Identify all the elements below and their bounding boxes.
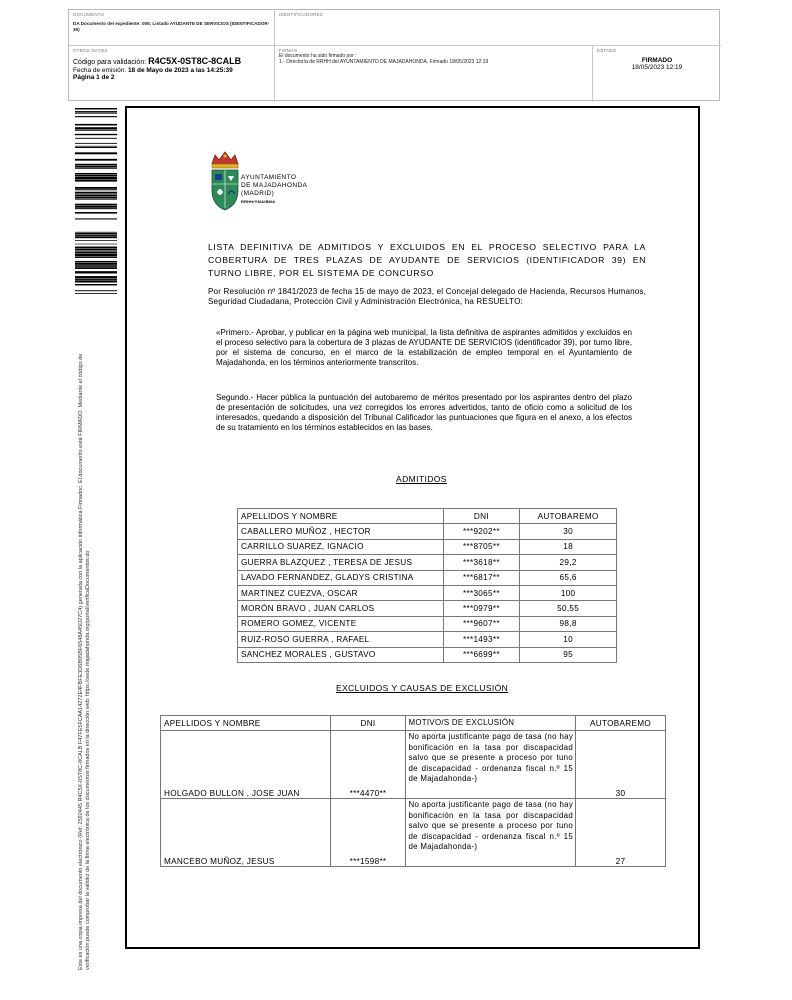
excluido-motivo: No aporta justificante pago de tasa (no hay bonificación en la tasa por discapacidad salvo que se presente a proceso por tuno de discapacidad - ordenanza fiscal n.º 15 de Majadahonda-)	[406, 799, 576, 867]
admitido-dni: ***1493**	[443, 632, 520, 647]
admitido-dni: ***3065**	[443, 585, 520, 600]
logo-line-1: AYUNTAMIENTO	[241, 174, 297, 181]
firmas-cell	[275, 46, 593, 102]
admitido-name: RUIZ-ROSO GUERRA , RAFAEL	[238, 632, 444, 647]
admitido-dni: ***3618**	[443, 555, 520, 570]
table-row	[161, 731, 666, 799]
coat-of-arms-icon	[208, 150, 242, 214]
side-text-line-1: Este es una copia impresa del documento electrónico (Ref: 2592445 R4C5X-0ST8C-8CALB F47FE5FCAA14272E4FBFE3D6B95BF6548A45D27C4) generada con la aplicación informática Firmadoc. El documento está FIRMADO. Mediante el código de	[78, 353, 84, 970]
barcode-icon	[75, 108, 117, 294]
firmas-line-2: 1.- Director/a de RRHH del AYUNTAMIENTO DE MAJADAHONDA. Firmado 18/05/2023 12:19	[279, 59, 489, 65]
validation-code-line	[73, 56, 270, 66]
admitidos-col-name: APELLIDOS Y NOMBRE	[238, 509, 444, 524]
document-metadata-header	[68, 9, 720, 101]
table-row	[238, 585, 617, 600]
documento-label: DOCUMENTO	[73, 12, 105, 17]
admitido-name: CABALLERO MUÑOZ , HECTOR	[238, 524, 444, 539]
admitidos-col-score: AUTOBAREMO	[520, 509, 617, 524]
documento-cell	[69, 10, 275, 46]
admitido-score: 18	[520, 539, 617, 554]
admitido-name: LAVADO FERNANDEZ, GLADYS CRISTINA	[238, 570, 444, 585]
admitido-dni: ***0979**	[443, 601, 520, 616]
logo-line-2: DE MAJADAHONDA	[241, 182, 308, 189]
admitido-score: 30	[520, 524, 617, 539]
emission-date-line	[73, 67, 270, 74]
otros-datos-cell	[69, 46, 275, 102]
excluido-score: 30	[576, 731, 666, 799]
identificadores-label: IDENTIFICADORES	[279, 12, 324, 17]
otros-datos-label: OTROS DATOS	[73, 48, 108, 53]
admitidos-heading: ADMITIDOS	[396, 474, 447, 484]
table-row	[238, 647, 617, 662]
excluidos-heading: EXCLUIDOS Y CAUSAS DE EXCLUSIÓN	[336, 683, 509, 693]
admitido-dni: ***6817**	[443, 570, 520, 585]
excluidos-table	[160, 715, 666, 867]
emission-date: 18 de Mayo de 2023 a las 14:25:39	[127, 67, 233, 74]
admitido-dni: ***9607**	[443, 616, 520, 631]
table-row	[161, 799, 666, 867]
admitido-name: SANCHEZ MORALES , GUSTAVO	[238, 647, 444, 662]
admitido-score: 98,8	[520, 616, 617, 631]
municipality-logo-text	[241, 174, 307, 206]
excluidos-col-name: APELLIDOS Y NOMBRE	[161, 716, 331, 731]
admitido-name: MORÓN BRAVO , JUAN CARLOS	[238, 601, 444, 616]
intro-paragraph: Por Resolución nº 1841/2023 de fecha 15 de mayo de 2023, el Concejal delegado de Hacienda, Recursos Humanos, Seguridad Ciudadana, Protección Civil y Administración Electrónica, ha RESUELTO:	[208, 287, 646, 306]
admitido-score: 95	[520, 647, 617, 662]
documento-value: DA Documento del expediente: 006; Listado AYUDANTE DE SERVICIOS (IDENTIFICADOR-39)	[73, 21, 270, 32]
excluido-score: 27	[576, 799, 666, 867]
table-row	[238, 570, 617, 585]
excluidos-header-row	[161, 716, 666, 731]
segundo-paragraph: Segundo.- Hacer pública la puntuación del autobaremo de méritos presentado por los aspirantes dentro del plazo de presentación de solicitudes, una vez corregidos los errores advertidos, tanto de oficio como a solicitud de los interesados, quedando a disposición del Tribunal Calificador las puntuaciones que figura en el anexo, a los efectos de su tratamiento en los términos establecidos en las bases.	[216, 393, 632, 432]
identificadores-cell	[275, 10, 721, 46]
logo-line-3: (MADRID)	[241, 190, 275, 197]
admitido-score: 65,6	[520, 570, 617, 585]
primero-paragraph: «Primero.- Aprobar, y publicar en la página web municipal, la lista definitiva de aspirantes admitidos y excluidos en el proceso selectivo para la cobertura de 3 plazas de AYUDANTE DE SERVICIOS (identificador 39), por turno libre, por el sistema de concurso, en el marco de la estabilización de empleo temporal en el Ayuntamiento de Majadahonda, en los términos anteriormente transcritos.	[216, 328, 632, 367]
validation-code-prefix: Código para validación:	[73, 59, 147, 66]
logo-line-4: RRHH/YMA/BMA	[241, 199, 276, 204]
page-number: Página 1 de 2	[73, 74, 115, 81]
excluido-name: HOLGADO BULLON , JOSE JUAN	[161, 731, 331, 799]
excluido-dni: ***1598**	[330, 799, 406, 867]
estado-cell	[593, 46, 721, 102]
table-row	[238, 524, 617, 539]
admitido-dni: ***9202**	[443, 524, 520, 539]
admitido-score: 29,2	[520, 555, 617, 570]
admitido-name: CARRILLO SUAREZ, IGNACIO	[238, 539, 444, 554]
table-row	[238, 539, 617, 554]
admitido-name: MARTINEZ CUEZVA, OSCAR	[238, 585, 444, 600]
excluido-motivo: No aporta justificante pago de tasa (no hay bonificación en la tasa por discapacidad salvo que se presente a proceso por tuno de discapacidad - ordenanza fiscal n.º 15 de Majadahonda-)	[406, 731, 576, 799]
firmas-line-1: El documento ha sido firmado por :	[279, 53, 357, 59]
validation-code[interactable]: R4C5X-0ST8C-8CALB	[148, 56, 242, 66]
firmas-label: FIRMAS	[279, 48, 298, 53]
excluidos-col-score: AUTOBAREMO	[576, 716, 666, 731]
admitido-dni: ***8705**	[443, 539, 520, 554]
table-row	[238, 601, 617, 616]
estado-label: ESTADO	[597, 48, 617, 53]
admitido-name: ROMERO GOMEZ, VICENTE	[238, 616, 444, 631]
admitidos-header-row	[238, 509, 617, 524]
side-text-line-2: verificación puede comprobar la validez de la firma electrónica de los documentos firmados en la dirección web: https://sede.majadahonda.org/portal/verificaDocumentos.do	[85, 550, 91, 970]
admitido-score: 50,55	[520, 601, 617, 616]
admitido-name: GUERRA BLAZQUEZ , TERESA DE JESUS	[238, 555, 444, 570]
admitido-score: 10	[520, 632, 617, 647]
admitido-dni: ***6699**	[443, 647, 520, 662]
table-row	[238, 632, 617, 647]
side-verification-text	[78, 300, 92, 970]
excluidos-col-motivo: MOTIVO/S DE EXCLUSIÓN	[406, 716, 576, 731]
excluido-dni: ***4470**	[330, 731, 406, 799]
table-row	[238, 555, 617, 570]
document-title: LISTA DEFINITIVA DE ADMITIDOS Y EXCLUIDOS EN EL PROCESO SELECTIVO PARA LA COBERTURA DE TRES PLAZAS DE AYUDANTE DE SERVICIOS (IDENTIFICADOR 39) EN TURNO LIBRE, POR EL SISTEMA DE CONCURSO	[208, 242, 646, 278]
table-row	[238, 616, 617, 631]
admitidos-col-dni: DNI	[443, 509, 520, 524]
estado-value: FIRMADO	[641, 57, 673, 64]
admitidos-table	[237, 508, 617, 663]
admitido-score: 100	[520, 585, 617, 600]
excluido-name: MANCEBO MUÑOZ, JESUS	[161, 799, 331, 867]
estado-date: 18/05/2023 12:19	[631, 64, 683, 71]
emission-date-prefix: Fecha de emisión:	[73, 67, 127, 74]
excluidos-col-dni: DNI	[330, 716, 406, 731]
